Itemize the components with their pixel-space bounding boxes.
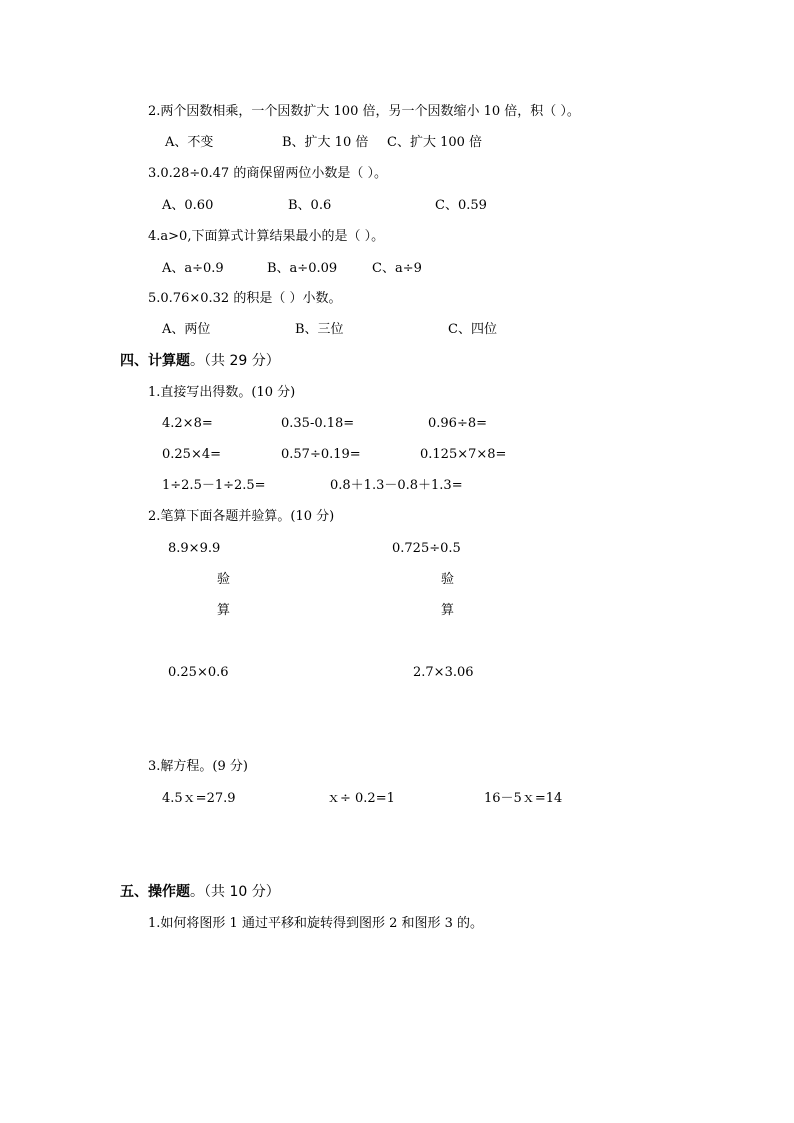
- calc-item-2: 0.35-0.18=: [281, 416, 355, 431]
- calc-item-1: 4.2×8=: [162, 416, 213, 431]
- verify-label-2a: 验: [441, 572, 455, 587]
- mc-question-2: 2.两个因数相乘，一个因数扩大 100 倍，另一个因数缩小 10 倍，积（ ）。: [148, 104, 580, 119]
- verify-label-1a: 验: [217, 572, 231, 587]
- mc-q4-option-a: A、a÷0.9: [162, 261, 224, 276]
- mc-q5-option-c: C、四位: [448, 322, 497, 337]
- written-problem-2: 0.725÷0.5: [392, 541, 461, 556]
- mc-q3-option-b: B、0.6: [288, 198, 332, 213]
- mc-q3-option-c: C、0.59: [435, 198, 487, 213]
- mc-q2-option-c: C、扩大 100 倍: [387, 135, 483, 150]
- mc-q3-option-a: A、0.60: [162, 198, 214, 213]
- written-problem-4: 2.7×3.06: [413, 665, 474, 680]
- calc-item-3: 0.96÷8=: [428, 416, 488, 431]
- calc-question-1: 1.直接写出得数。(10 分): [148, 385, 296, 400]
- mc-q2-option-b: B、扩大 10 倍: [282, 135, 369, 150]
- section-4-score: 。（共 29 分）: [190, 353, 280, 369]
- mc-q5-option-b: B、三位: [295, 322, 344, 337]
- equation-3: 16－5ｘ=14: [484, 791, 563, 806]
- written-problem-1: 8.9×9.9: [168, 541, 221, 556]
- mc-q4-option-c: C、a÷9: [372, 261, 422, 276]
- mc-q4-option-b: B、a÷0.09: [267, 261, 338, 276]
- verify-label-2b: 算: [441, 603, 455, 618]
- calc-item-4: 0.25×4=: [162, 447, 222, 462]
- section-5-heading: [120, 883, 280, 901]
- operation-question-1: 1.如何将图形 1 通过平移和旋转得到图形 2 和图形 3 的。: [148, 916, 484, 931]
- calc-item-6: 0.125×7×8=: [420, 447, 507, 462]
- calc-item-7: 1÷2.5－1÷2.5=: [162, 478, 266, 493]
- section-5-score: 。（共 10 分）: [190, 884, 280, 900]
- equation-1: 4.5ｘ=27.9: [162, 791, 236, 806]
- written-problem-3: 0.25×0.6: [168, 665, 229, 680]
- section-4-title: 四、计算题: [120, 353, 190, 369]
- mc-q5-option-a: A、两位: [162, 322, 211, 337]
- calc-item-5: 0.57÷0.19=: [281, 447, 361, 462]
- mc-question-4: 4.a>0,下面算式计算结果最小的是（ ）。: [148, 229, 385, 244]
- verify-label-1b: 算: [217, 603, 231, 618]
- equation-2: ｘ÷ 0.2=1: [327, 791, 395, 806]
- mc-q2-option-a: A、不变: [165, 135, 214, 150]
- calc-question-2: 2.笔算下面各题并验算。(10 分): [148, 509, 335, 524]
- section-5-title: 五、操作题: [120, 884, 190, 900]
- mc-question-5: 5.0.76×0.32 的积是（ ）小数。: [148, 291, 342, 306]
- section-4-heading: [120, 352, 280, 370]
- calc-question-3: 3.解方程。(9 分): [148, 759, 248, 774]
- mc-question-3: 3.0.28÷0.47 的商保留两位小数是（ ）。: [148, 166, 387, 181]
- calc-item-8: 0.8＋1.3－0.8＋1.3=: [330, 478, 463, 493]
